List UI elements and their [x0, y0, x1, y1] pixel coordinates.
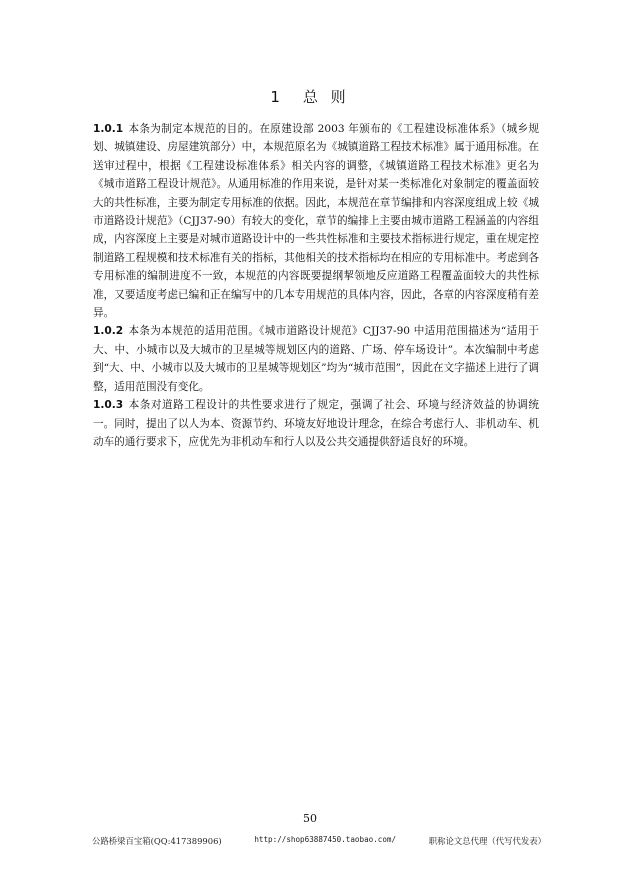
clause-number: 1.0.2 [93, 325, 124, 338]
clause-text: 本条为本规范的适用范围。《城市道路设计规范》CJJ37-90 中适用范围描述为“适用于大、中、小城市以及大城市的卫星城等规划区内的道路、广场、停车场设计”。本次编制中考虑到“大、中、小城市以及大城市的卫星城等规划区”均为“城市范围”，因此在文字描述上进行了调整，适用范围没有变化。 [93, 325, 539, 393]
footer-left-text: 公路桥梁百宝箱(QQ:417389906) [92, 836, 222, 846]
page-footer [92, 835, 546, 847]
clause-1-0-3 [93, 396, 539, 451]
page-title: 1 总 则 [270, 88, 350, 106]
footer-shop-link[interactable]: http://shop63887450.taobao.com/ [254, 835, 397, 844]
footer-right-text: 职称论文总代理（代写代发表） [428, 836, 546, 846]
document-body [93, 120, 539, 451]
clause-1-0-2 [93, 322, 539, 396]
clause-1-0-1 [93, 120, 539, 322]
clause-number: 1.0.3 [93, 399, 124, 412]
clause-text: 本条为制定本规范的目的。在原建设部 2003 年颁布的《工程建设标准体系》（城乡规划、城镇建设、房屋建筑部分）中，本规范原名为《城镇道路工程技术标准》属于通用标准。在送审过程中，根据《工程建设标准体系》相关内容的调整，《城镇道路工程技术标准》更名为《城市道路工程设计规范》。从通用标准的作用来说，是针对某一类标准化对象制定的覆盖面较大的共性标准，主要为制定专用标准的依据。因此，本规范在章节编排和内容深度组成上较《城市道路设计规范》（CJJ37-90）有较大的变化，章节的编排上主要由城市道路工程涵盖的内容组成，内容深度上主要是对城市道路设计中的一些共性标准和主要技术指标进行规定，重在规定控制道路工程规模和技术标准有关的指标，其他相关的技术指标均在相应的专用标准中。考虑到各专用标准的编制进度不一致，本规范的内容既要提纲挈领地反应道路工程覆盖面较大的共性标准，又要适度考虑已编和正在编写中的几本专用规范的具体内容，因此，各章的内容深度稍有差异。 [93, 123, 539, 320]
clause-text: 本条对道路工程设计的共性要求进行了规定，强调了社会、环境与经济效益的协调统一。同时，提出了以人为本、资源节约、环境友好地设计理念，在综合考虑行人、非机动车、机动车的通行要求下，应优先为非机动车和行人以及公共交通提供舒适良好的环境。 [93, 399, 539, 448]
clause-number: 1.0.1 [93, 123, 124, 135]
page-number: 50 [303, 812, 317, 825]
